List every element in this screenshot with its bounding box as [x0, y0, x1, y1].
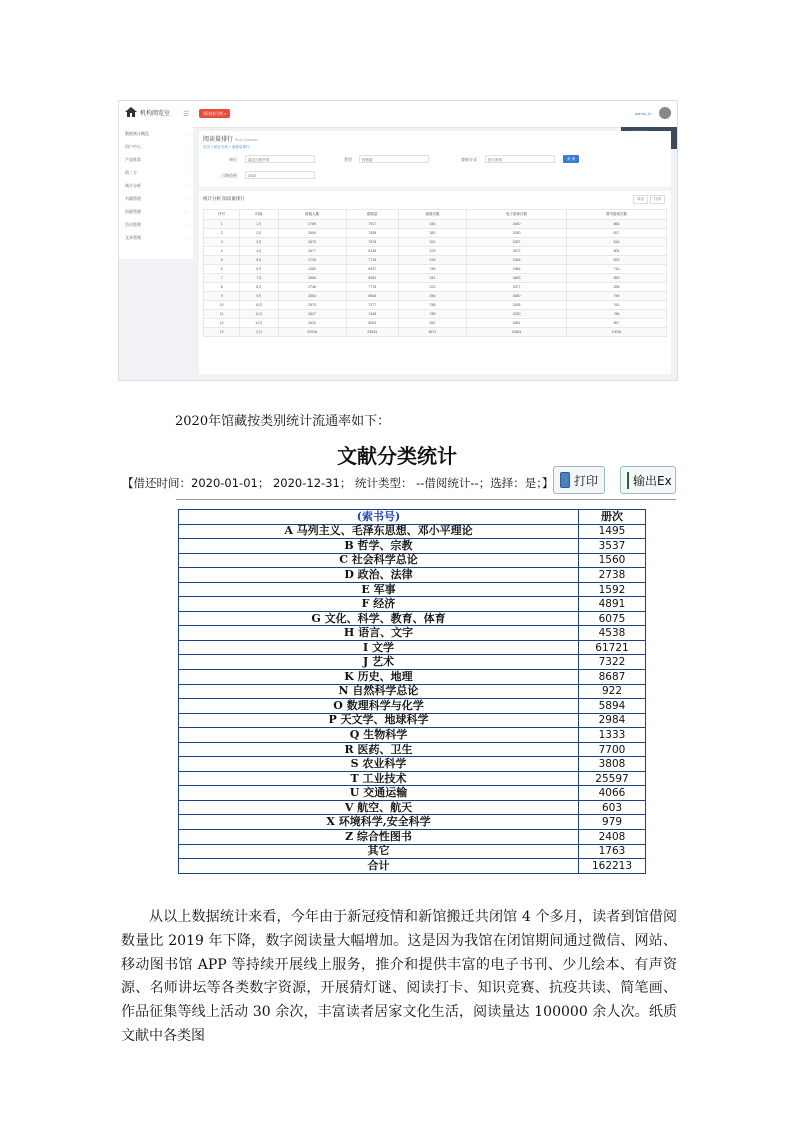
table-cell: 716 — [567, 265, 667, 274]
table-cell: 6671 — [398, 328, 466, 337]
body-paragraph: 从以上数据统计来看，今年由于新冠疫情和新馆搬迁共闭馆 4 个多月，读者到馆借阅数量比 2019 年下降，数字阅读量大幅增加。这是因为我馆在闭馆期间通过微信、网站、移动图书馆 APP 等持续开展线上服务，推介和提供丰富的电子书刊、少儿绘本、有声资源、名师讲坛等各类数字资源，开展猜灯谜、阅读打卡、知识竞赛、抗疫共读、简笔画、作品征集等线上活动 30 余次，丰富读者居家文化生活，阅读量达 100000 余人次。纸质文献中各类图 — [121, 909, 677, 1044]
category-cell: J 艺术 — [179, 655, 579, 670]
count-cell: 2984 — [579, 713, 646, 728]
table-row — [204, 292, 667, 301]
query-button[interactable]: 查 询 — [563, 155, 579, 163]
org-label: 单位 — [229, 157, 237, 162]
table-row — [179, 568, 646, 583]
count-cell: 5894 — [579, 699, 646, 714]
table-cell: 2654 — [278, 292, 346, 301]
column-header: 续借次数 — [398, 210, 466, 220]
table-row — [179, 597, 646, 612]
table-cell: 2382 — [278, 265, 346, 274]
category-cell: O 数理科学与化学 — [179, 699, 579, 714]
count-cell: 603 — [579, 800, 646, 815]
excel-icon — [627, 472, 629, 489]
count-cell: 4891 — [579, 597, 646, 612]
category-cell: A 马列主义、毛泽东思想、邓小平理论 — [179, 524, 579, 539]
caption: 2020年馆藏按类别统计流通率如下： — [175, 414, 391, 429]
table-cell: 796 — [567, 292, 667, 301]
count-cell: 162213 — [579, 859, 646, 874]
table-cell: 3672 — [467, 247, 567, 256]
column-header: 时间 — [240, 210, 278, 220]
count-cell: 3537 — [579, 539, 646, 554]
table-cell: 789 — [398, 310, 466, 319]
table-row — [179, 699, 646, 714]
count-cell: 1495 — [579, 524, 646, 539]
category-cell: U 交通运输 — [179, 786, 579, 801]
count-cell: 7322 — [579, 655, 646, 670]
table-cell: 6 — [204, 265, 240, 274]
table-cell: 2726 — [278, 256, 346, 265]
table-cell: 3280 — [467, 229, 567, 238]
sidebar-item-books[interactable]: 书籍管理 › — [125, 196, 187, 201]
table-cell: 316 — [398, 256, 466, 265]
table-cell: 93534 — [346, 328, 398, 337]
sidebar-item-products[interactable]: 产品推荐 › — [125, 157, 187, 162]
table-row — [204, 319, 667, 328]
table-cell: 391 — [398, 238, 466, 247]
table-cell: 13 — [204, 328, 240, 337]
count-cell: 922 — [579, 684, 646, 699]
table-header-row — [204, 210, 667, 220]
report-title: 文献分类统计 — [337, 444, 457, 468]
table-cell: 3481 — [467, 319, 567, 328]
table-row — [179, 771, 646, 786]
table-cell: 7917 — [346, 220, 398, 229]
count-cell: 1592 — [579, 582, 646, 597]
table-cell: 7277 — [346, 301, 398, 310]
table-cell: 22916 — [278, 328, 346, 337]
sidebar-item-overview[interactable]: 数据统计概览 › — [125, 131, 187, 136]
category-cell: H 语言、文字 — [179, 626, 579, 641]
category-cell: V 航空、航天 — [179, 800, 579, 815]
category-cell: E 军事 — [179, 582, 579, 597]
table-cell: 817 — [567, 229, 667, 238]
table-cell: 2746 — [278, 283, 346, 292]
table-cell: 867 — [567, 319, 667, 328]
table-cell: 761 — [567, 301, 667, 310]
print-report-button[interactable] — [553, 466, 605, 494]
main-area — [199, 127, 671, 374]
count-cell: 1763 — [579, 844, 646, 859]
table-cell: 5月 — [240, 256, 278, 265]
classification-table — [178, 509, 646, 874]
table-cell: 6937 — [346, 265, 398, 274]
table-row — [204, 256, 667, 265]
page-header — [199, 131, 671, 151]
export-label: 输出Ex — [633, 473, 672, 488]
category-cell: Z 综合性图书 — [179, 830, 579, 845]
category-cell: S 农业科学 — [179, 757, 579, 772]
category-cell: I 文学 — [179, 640, 579, 655]
sidebar-item-articles[interactable]: 文章管理 › — [125, 235, 187, 240]
table-cell: 2789 — [278, 220, 346, 229]
sidebar-item-third-party[interactable]: 借三方 › — [125, 170, 187, 175]
table-cell: 8月 — [240, 283, 278, 292]
table-row — [179, 670, 646, 685]
count-cell: 25597 — [579, 771, 646, 786]
table-cell: 7月 — [240, 274, 278, 283]
count-cell: 1560 — [579, 553, 646, 568]
table-cell: 804 — [567, 247, 667, 256]
column-header: 电子阅读次数 — [467, 210, 567, 220]
table-cell: 11 — [204, 310, 240, 319]
category-cell: 其它 — [179, 844, 579, 859]
table-row — [179, 553, 646, 568]
table-cell: 12月 — [240, 319, 278, 328]
table-cell: 786 — [567, 310, 667, 319]
table-row — [179, 742, 646, 757]
table-cell: 3230 — [467, 310, 567, 319]
method-label: 查询方式 — [461, 157, 477, 162]
table-cell: 5 — [204, 256, 240, 265]
sidebar-item-stats[interactable]: 统计分析 › — [125, 183, 187, 188]
table-cell: 788 — [398, 301, 466, 310]
table-row — [204, 301, 667, 310]
table-row — [179, 786, 646, 801]
logo-text: 机构阅览室 — [140, 110, 171, 117]
table-cell: 8 — [204, 283, 240, 292]
table-cell: 8353 — [346, 274, 398, 283]
sidebar — [119, 127, 193, 259]
count-cell: 4066 — [579, 786, 646, 801]
table-cell: 3346 — [467, 256, 567, 265]
print-button[interactable]: 打印 — [650, 195, 665, 204]
top-bar — [119, 101, 677, 128]
category-cell: C 社会科学总论 — [179, 553, 579, 568]
category-cell: G 文化、科学、教育、体育 — [179, 611, 579, 626]
date-select[interactable]: 2020 — [245, 171, 315, 179]
count-cell: 4538 — [579, 626, 646, 641]
count-cell: 979 — [579, 815, 646, 830]
export-excel-button[interactable] — [620, 466, 676, 494]
logo — [125, 107, 170, 117]
printer-icon — [560, 472, 570, 488]
table-cell: 2679 — [278, 238, 346, 247]
type-label: 类型 — [344, 157, 352, 162]
table-cell: 7578 — [346, 238, 398, 247]
type-select[interactable]: 按借阅 — [359, 155, 429, 163]
table-cell: 383 — [398, 229, 466, 238]
table-cell: 4月 — [240, 247, 278, 256]
table-row — [204, 265, 667, 274]
table-cell: 7448 — [346, 310, 398, 319]
table-cell: 3653 — [467, 274, 567, 283]
divider — [176, 499, 676, 500]
category-cell: R 医药、卫生 — [179, 742, 579, 757]
count-cell: 61721 — [579, 640, 646, 655]
export-button[interactable]: 导出 — [633, 195, 648, 204]
table-row — [179, 611, 646, 626]
table-cell: 9月 — [240, 292, 278, 301]
table-cell: 3287 — [467, 238, 567, 247]
panel-buttons — [633, 195, 665, 204]
category-cell: N 自然科学总论 — [179, 684, 579, 699]
table-cell: 2677 — [278, 247, 346, 256]
header-call-number: (索书号) — [179, 510, 579, 525]
table-cell: 866 — [567, 220, 667, 229]
table-header-row — [179, 510, 646, 525]
table-cell: 2月 — [240, 229, 278, 238]
count-cell: 3808 — [579, 757, 646, 772]
table-cell: 2665 — [278, 274, 346, 283]
menu-icon[interactable]: ☰ — [183, 111, 190, 118]
category-cell: X 环境科学,安全科学 — [179, 815, 579, 830]
avatar[interactable] — [659, 107, 671, 119]
table-row — [179, 859, 646, 874]
table-cell: 1 — [204, 220, 240, 229]
table-cell: 829 — [567, 256, 667, 265]
table-row — [179, 800, 646, 815]
table-cell: 8608 — [346, 292, 398, 301]
table-cell: 836 — [567, 283, 667, 292]
column-header: 图书阅读次数 — [567, 210, 667, 220]
table-cell: 7 — [204, 274, 240, 283]
table-row — [179, 844, 646, 859]
table-cell: 7778 — [346, 283, 398, 292]
count-cell: 8687 — [579, 670, 646, 685]
tab-read-ranking[interactable]: 阅读排行榜 × — [199, 109, 230, 118]
category-cell: F 经济 — [179, 597, 579, 612]
table-cell: 375 — [398, 247, 466, 256]
house-logo-icon — [125, 107, 137, 117]
table-cell: 10016 — [567, 328, 667, 337]
print-label: 打印 — [573, 473, 598, 488]
table-row — [179, 640, 646, 655]
table-row — [179, 728, 646, 743]
table-cell: 11月 — [240, 310, 278, 319]
table-cell: 1月 — [240, 220, 278, 229]
table-cell: 2627 — [278, 310, 346, 319]
table-cell: 2694 — [278, 229, 346, 238]
category-cell: B 哲学、宗教 — [179, 539, 579, 554]
table-row — [204, 283, 667, 292]
table-cell: 4 — [204, 247, 240, 256]
table-cell: 7718 — [346, 256, 398, 265]
panel-title: 统计分析 阅读量排行 — [203, 196, 245, 201]
admin-screenshot — [118, 100, 678, 381]
column-header: 借阅量 — [346, 210, 398, 220]
table-cell: 3185 — [467, 301, 567, 310]
table-cell: 8904 — [346, 319, 398, 328]
table-cell: 8148 — [346, 247, 398, 256]
table-cell: 3440 — [467, 220, 567, 229]
table-cell: 853 — [567, 274, 667, 283]
category-cell: D 政治、法律 — [179, 568, 579, 583]
table-cell: 2986 — [467, 265, 567, 274]
table-cell: 2 — [204, 229, 240, 238]
count-cell: 2738 — [579, 568, 646, 583]
table-cell: 合计 — [240, 328, 278, 337]
column-header: 借阅人数 — [278, 210, 346, 220]
table-cell: 2632 — [278, 319, 346, 328]
table-cell: 786 — [398, 265, 466, 274]
category-cell: P 天文学、地球科学 — [179, 713, 579, 728]
table-row — [179, 626, 646, 641]
header-count: 册次 — [579, 510, 646, 525]
table-row — [179, 684, 646, 699]
table-cell: 3377 — [467, 283, 567, 292]
method-select[interactable]: 按月查询 — [485, 155, 555, 163]
table-cell: 3480 — [467, 292, 567, 301]
sidebar-item-activities[interactable]: 活动管理 › — [125, 222, 187, 227]
table-cell: 10月 — [240, 301, 278, 310]
table-cell: 346 — [398, 220, 466, 229]
table-row — [179, 539, 646, 554]
category-cell: K 历史、地理 — [179, 670, 579, 685]
table-cell: 3月 — [240, 238, 278, 247]
table-row — [179, 815, 646, 830]
table-cell: 352 — [398, 319, 466, 328]
table-cell: 40481 — [467, 328, 567, 337]
table-row — [179, 655, 646, 670]
table-row — [179, 524, 646, 539]
stats-panel — [199, 191, 671, 374]
report-info: 【借还时间：2020-01-01； 2020-12-31； 统计类型： --借阅统计--；选择：是；】 — [122, 476, 554, 490]
table-row — [204, 220, 667, 229]
table-cell: 7538 — [346, 229, 398, 238]
table-row — [204, 274, 667, 283]
table-cell: 341 — [398, 274, 466, 283]
table-cell: 322 — [398, 283, 466, 292]
table-cell: 10 — [204, 301, 240, 310]
table-row — [204, 310, 667, 319]
table-cell: 9 — [204, 292, 240, 301]
table-cell: 6月 — [240, 265, 278, 274]
count-cell: 1333 — [579, 728, 646, 743]
filter-bar — [199, 151, 671, 187]
table-row — [204, 328, 667, 337]
table-cell: 816 — [567, 238, 667, 247]
table-row — [179, 757, 646, 772]
breadcrumb[interactable]: 首页 > 统计分析 > 阅读量排行 — [203, 145, 250, 149]
table-cell: 3 — [204, 238, 240, 247]
table-row — [179, 830, 646, 845]
category-cell: Q 生物科学 — [179, 728, 579, 743]
sidebar-item-users[interactable]: 用户中心 › — [125, 144, 187, 149]
count-cell: 6075 — [579, 611, 646, 626]
count-cell: 7700 — [579, 742, 646, 757]
page-title: 阅读量排行 Read Statistics — [203, 137, 259, 143]
category-cell: 合计 — [179, 859, 579, 874]
table-cell: 2573 — [278, 301, 346, 310]
table-row — [204, 229, 667, 238]
sidebar-item-resources[interactable]: 资源管理 › — [125, 209, 187, 214]
table-row — [179, 582, 646, 597]
category-cell: T 工业技术 — [179, 771, 579, 786]
table-cell: 12 — [204, 319, 240, 328]
count-cell: 2408 — [579, 830, 646, 845]
date-label: 日期范围 — [221, 173, 237, 178]
user-name[interactable]: admin_lc — [634, 111, 651, 116]
table-row — [204, 247, 667, 256]
table-cell: 356 — [398, 292, 466, 301]
stats-table — [203, 209, 667, 337]
org-select[interactable]: 嘉定区图书馆 — [245, 155, 315, 163]
table-row — [179, 713, 646, 728]
table-row — [204, 238, 667, 247]
column-header: 序号 — [204, 210, 240, 220]
